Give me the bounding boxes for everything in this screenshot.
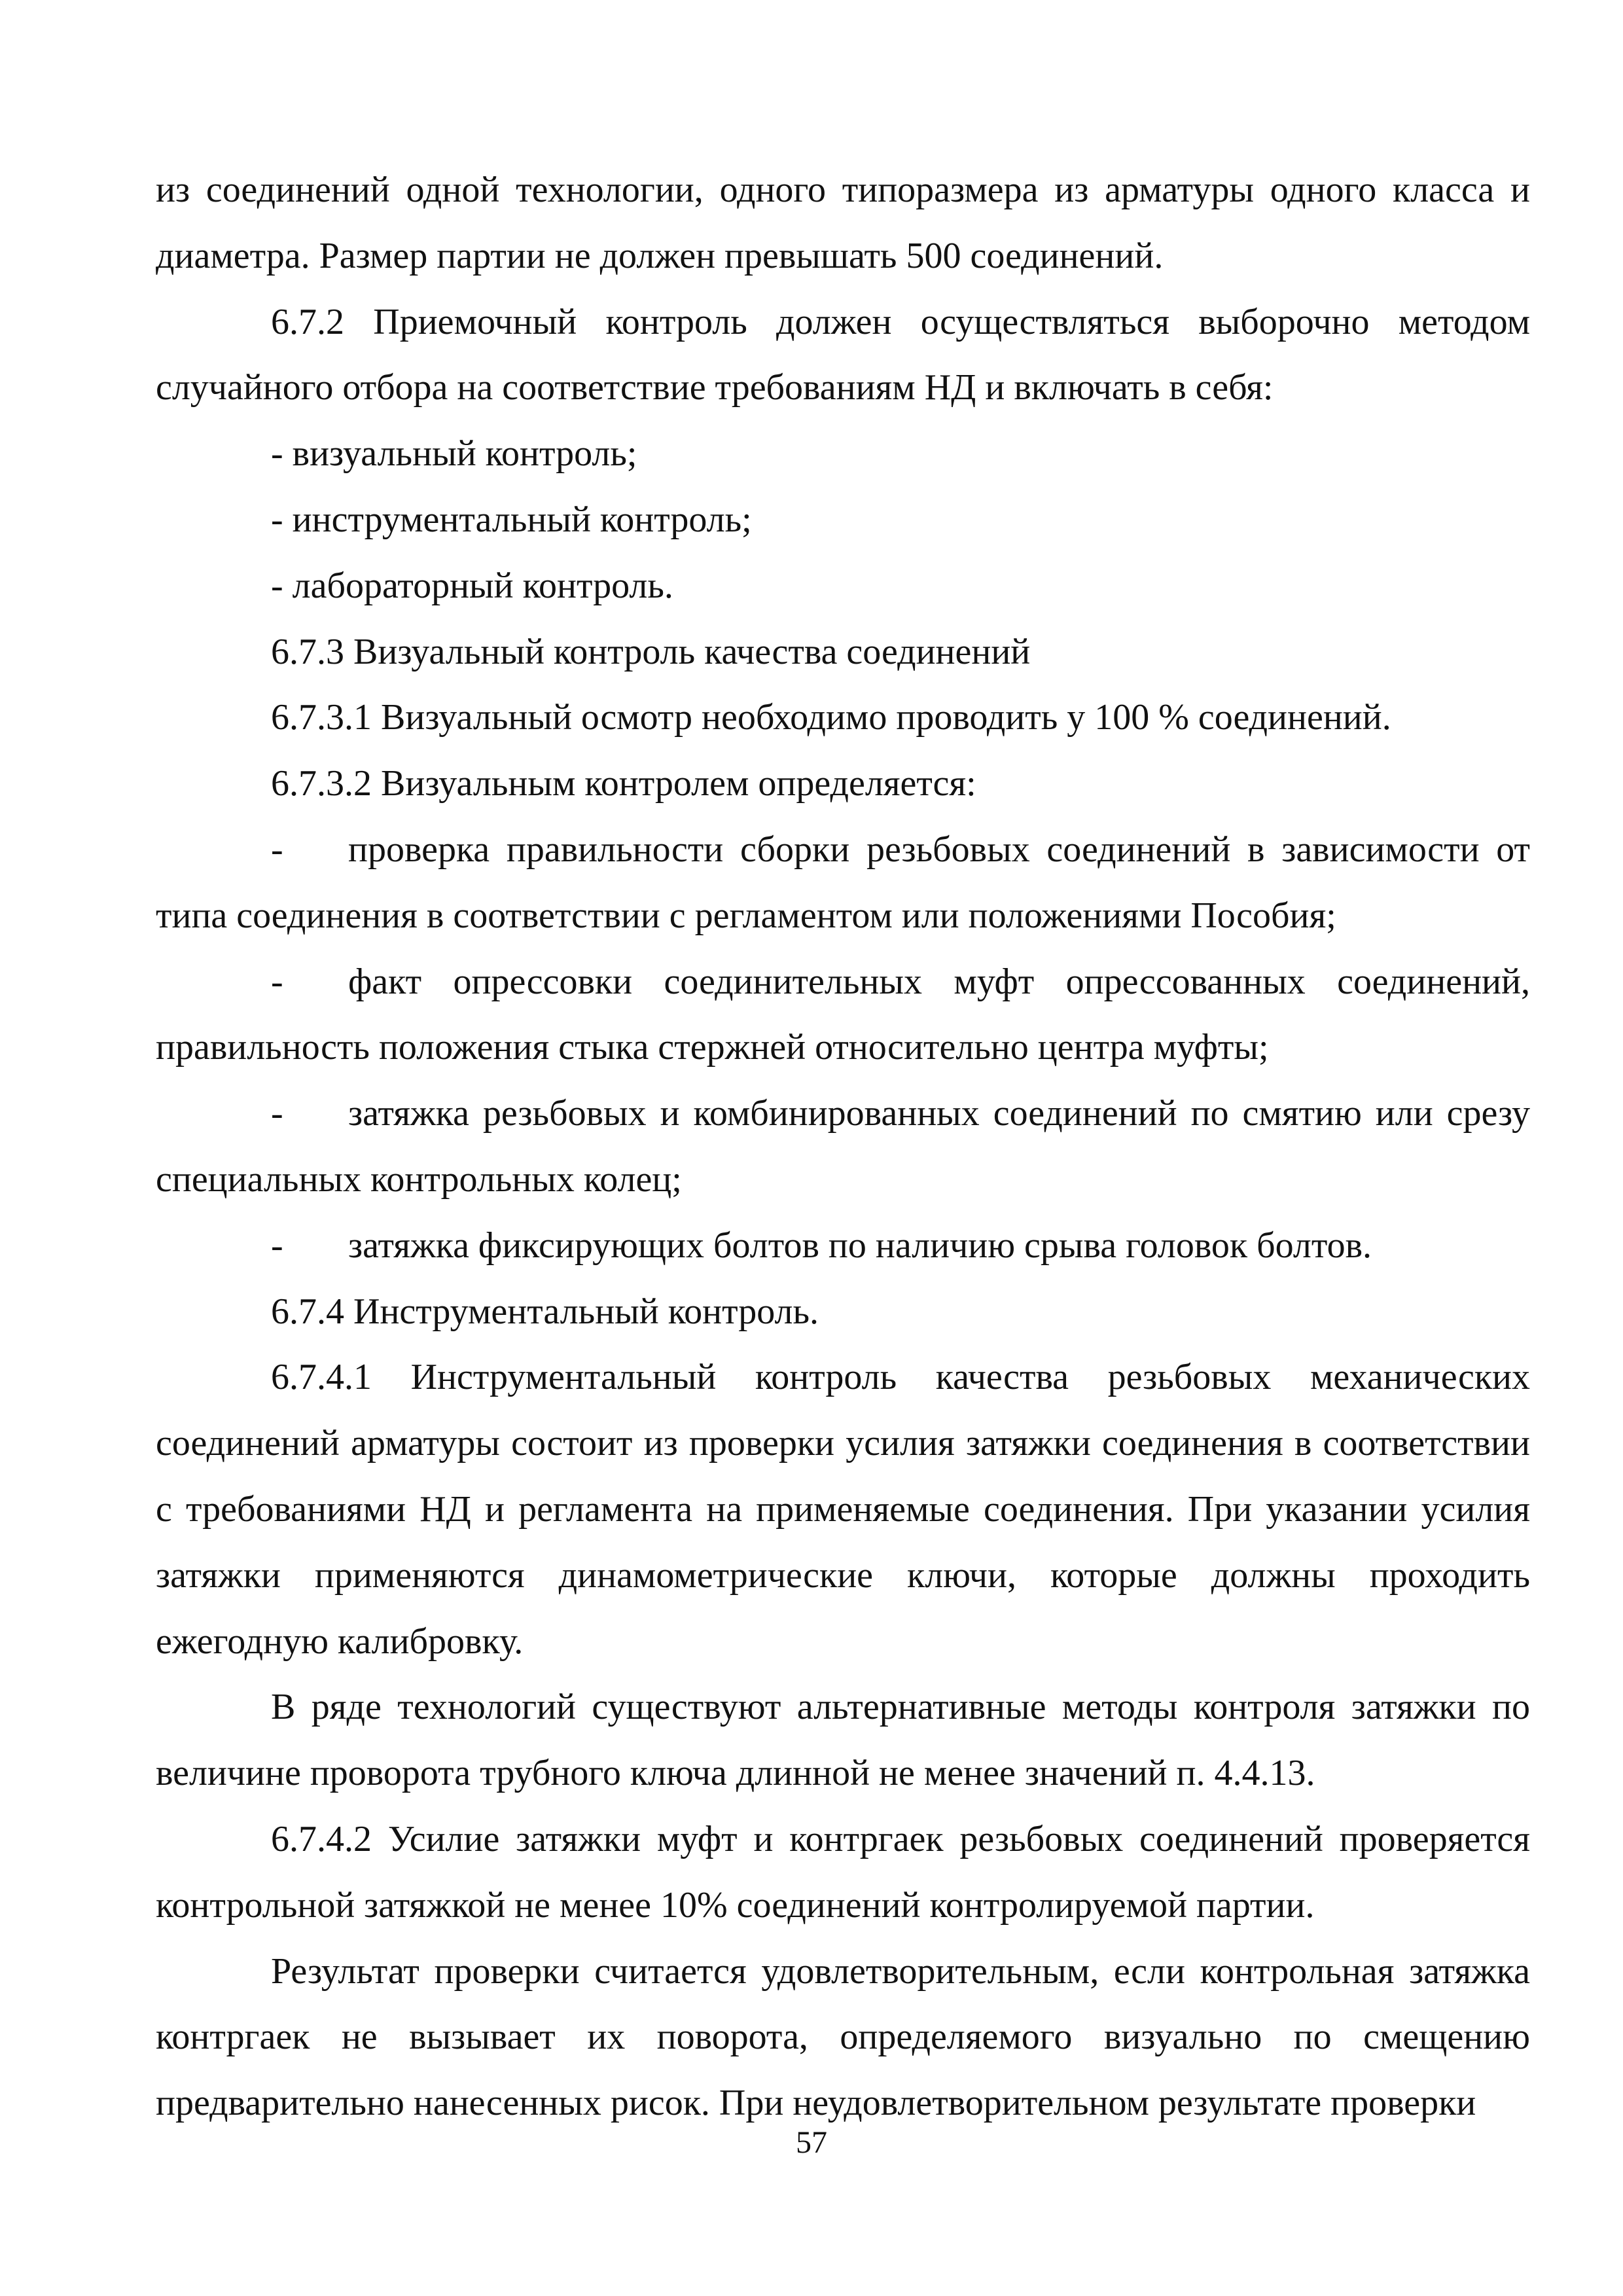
document-page	[156, 157, 1530, 2136]
bullet-text: затяжка фиксирующих болтов по наличию срыва головок болтов.	[348, 1225, 1372, 1266]
bullet-text: проверка правильности сборки резьбовых соединений в зависимости от типа соединения в соответствии с регламентом или положениями Пособия;	[156, 829, 1530, 936]
list-item-visual-control: - визуальный контроль;	[271, 433, 637, 475]
paragraph-6-7-3-1: 6.7.3.1 Визуальный осмотр необходимо проводить у 100 % соединений.	[271, 697, 1391, 738]
paragraph-6-7-4-1: 6.7.4.1 Инструментальный контроль качества резьбовых механических соединений арматуры состоит из проверки усилия затяжки соединения в соответствии с требованиями НД и регламента на применяемые соединения. При указании усилия затяжки применяются динамометрические ключи, которые должны проходить ежегодную калибровку.	[156, 1357, 1530, 1662]
bullet-text: факт опрессовки соединительных муфт опрессованных соединений, правильность положения стыка стержней относительно центра муфты;	[156, 961, 1530, 1068]
section-heading-6-7-3: 6.7.3 Визуальный контроль качества соединений	[271, 631, 1031, 672]
section-heading-6-7-4: 6.7.4 Инструментальный контроль.	[271, 1291, 819, 1332]
bullet-crimping-fact	[156, 949, 1530, 1081]
paragraph-alternative-methods: В ряде технологий существуют альтернативные методы контроля затяжки по величине проворота трубного ключа длинной не менее значений п. 4.4.13.	[156, 1687, 1530, 1794]
paragraph-check-result: Результат проверки считается удовлетворительным, если контрольная затяжка контргаек не вызывает их поворота, определяемого визуально по смещению предварительно нанесенных рисок. При неудовлетворительном результате проверки	[156, 1950, 1530, 2124]
paragraph-6-7-2: 6.7.2 Приемочный контроль должен осуществляться выборочно методом случайного отбора на соответствие требованиям НД и включать в себя:	[156, 301, 1530, 408]
page-number: 57	[796, 2125, 827, 2160]
dash-marker: -	[271, 1093, 283, 1134]
paragraph-6-7-3-2: 6.7.3.2 Визуальным контролем определяется:	[271, 763, 976, 804]
list-item-instrumental-control: - инструментальный контроль;	[271, 499, 752, 540]
dash-marker: -	[271, 1225, 283, 1266]
dash-marker: -	[271, 829, 283, 870]
dash-marker: -	[271, 961, 283, 1002]
bullet-thread-tightening	[156, 1081, 1530, 1213]
bullet-assembly-check	[156, 817, 1530, 949]
paragraph-continuation: из соединений одной технологии, одного типоразмера из арматуры одного класса и диаметра. Размер партии не должен превышать 500 соединений.	[156, 170, 1530, 276]
paragraph-6-7-4-2: 6.7.4.2 Усилие затяжки муфт и контргаек резьбовых соединений проверяется контрольной затяжкой не менее 10% соединений контролируемой партии.	[156, 1818, 1530, 1926]
bullet-bolt-tightening	[156, 1213, 1530, 1279]
bullet-text: затяжка резьбовых и комбинированных соединений по смятию или срезу специальных контрольных колец;	[156, 1093, 1530, 1200]
list-item-laboratory-control: - лабораторный контроль.	[271, 565, 673, 606]
